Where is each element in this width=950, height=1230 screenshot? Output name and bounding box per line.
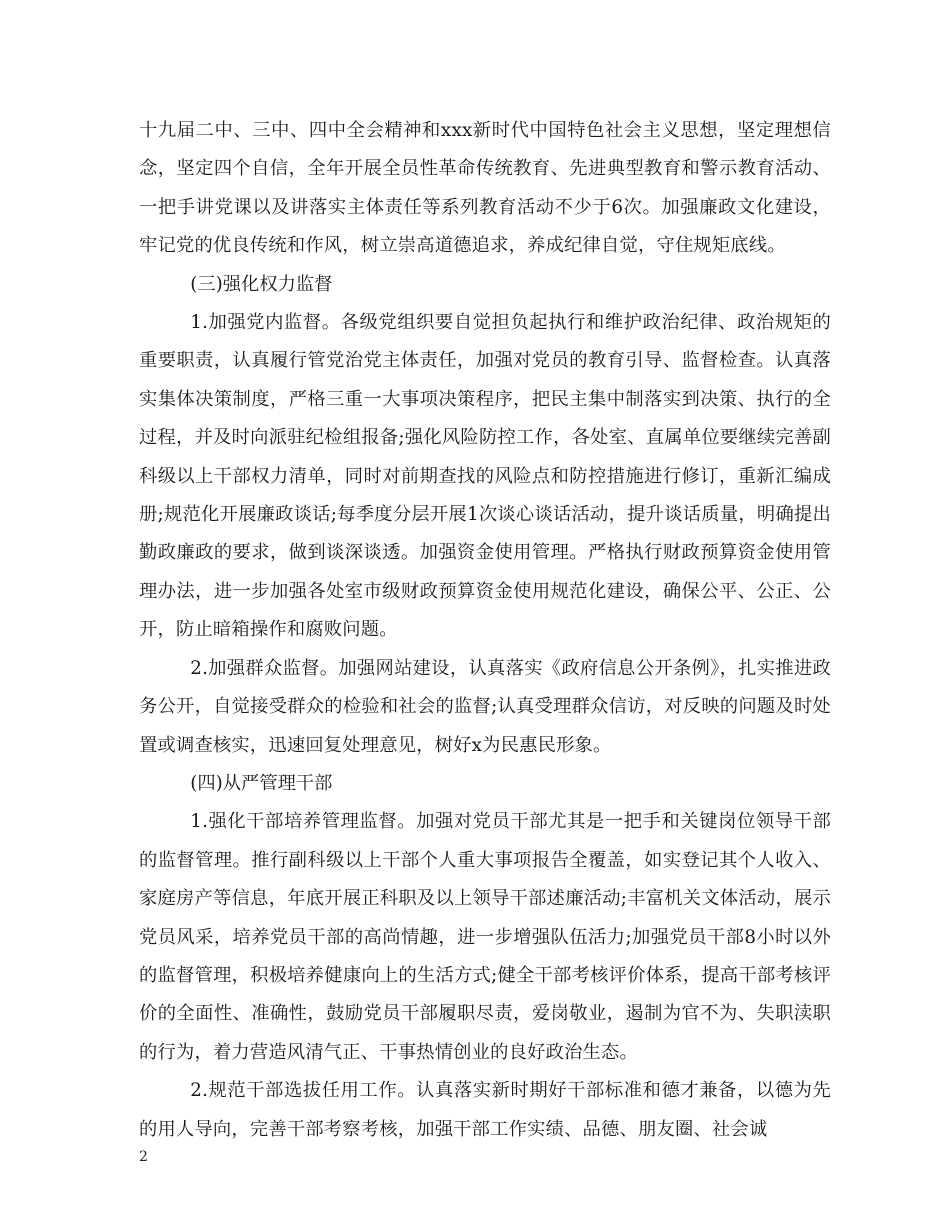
- paragraph-cadre-management: 1.强化干部培养管理监督。加强对党员干部尤其是一把手和关键岗位领导干部的监督管理。推行副科级以上干部个人重大事项报告全覆盖，如实登记其个人收入、家庭房产等信息，年底开展正科职及以上领导干部述廉活动;丰富机关文体活动，展示党员风采，培养党员干部的高尚情趣，进一步增强队伍活力;加强党员干部8小时以外的监督管理，积极培养健康向上的生活方式;健全干部考核评价体系，提高干部考核评价的全面性、准确性，鼓励党员干部履职尽责，爱岗敬业，遏制为官不为、失职渎职的行为，着力营造风清气正、干事热情创业的良好政治生态。: [139, 811, 831, 1063]
- paragraph-public-supervision: 2.加强群众监督。加强网站建设，认真落实《政府信息公开条例》，扎实推进政务公开，自觉接受群众的检验和社会的监督;认真受理群众信访，对反映的问题及时处置或调查核实，迅速回复处理意见，树好x为民惠民形象。: [139, 657, 831, 756]
- paragraph-cadre-selection: 2.规范干部选拔任用工作。认真落实新时期好干部标准和德才兼备，以德为先的用人导向，完善干部考察考核，加强干部工作实绩、品德、朋友圈、社会诚: [139, 1080, 831, 1140]
- page-number: 2: [139, 1149, 148, 1165]
- section-heading-3: (三)强化权力监督: [190, 273, 333, 295]
- paragraph-party-supervision: 1.加强党内监督。各级党组织要自觉担负起执行和维护政治纪律、政治规矩的重要职责，认真履行管党治党主体责任，加强对党员的教育引导、监督检查。认真落实集体决策制度，严格三重一大事项决策程序，把民主集中制落实到决策、执行的全过程，并及时向派驻纪检组报备;强化风险防控工作，各处室、直属单位要继续完善副科级以上干部权力清单，同时对前期查找的风险点和防控措施进行修订，重新汇编成册;规范化开展廉政谈话;每季度分层开展1次谈心谈话活动，提升谈话质量，明确提出勤政廉政的要求，做到谈深谈透。加强资金使用管理。严格执行财政预算资金使用管理办法，进一步加强各处室市级财政预算资金使用规范化建设，确保公平、公正、公开，防止暗箱操作和腐败问题。: [139, 312, 831, 641]
- section-heading-4: (四)从严管理干部: [190, 772, 333, 794]
- document-body: [139, 112, 831, 1149]
- paragraph-continuation: 十九届二中、三中、四中全会精神和xxx新时代中国特色社会主义思想，坚定理想信念，坚定四个自信，全年开展全员性革命传统教育、先进典型教育和警示教育活动、一把手讲党课以及讲落实主体责任等系列教育活动不少于6次。加强廉政文化建设，牢记党的优良传统和作风，树立崇高道德追求，养成纪律自觉，守住规矩底线。: [139, 120, 831, 257]
